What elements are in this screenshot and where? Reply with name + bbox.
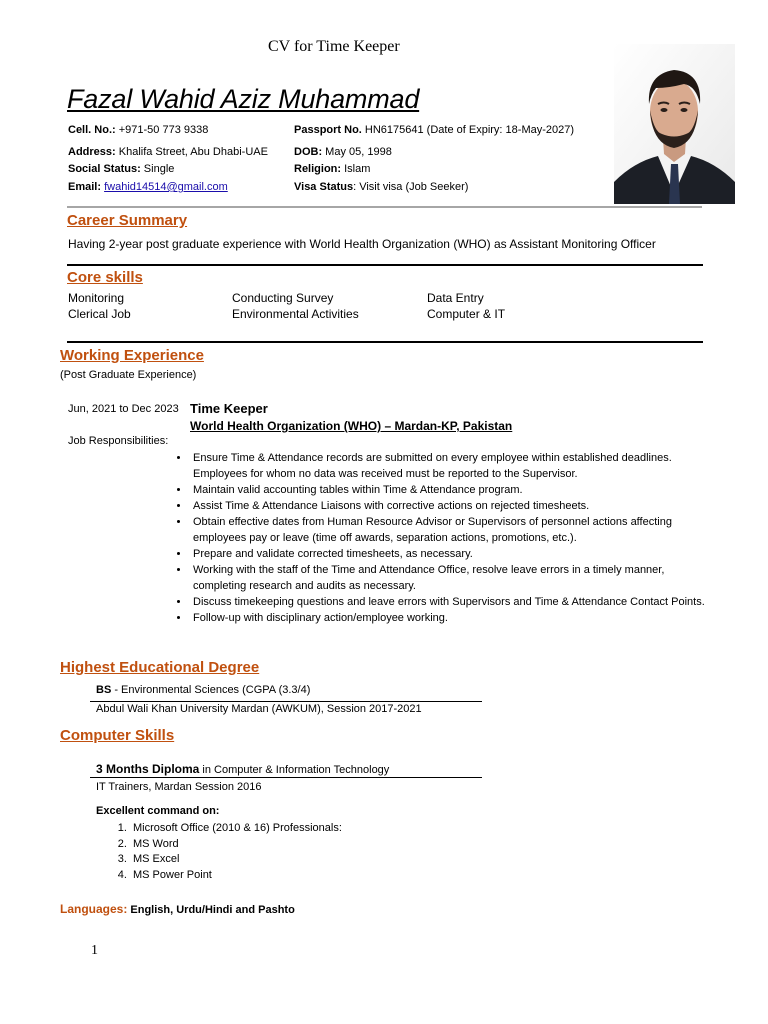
responsibility-item: • Assist Time & Attendance Liaisons with corrective actions on rejected timesheets. bbox=[190, 498, 720, 514]
social-status: Social Status: Single bbox=[68, 163, 175, 175]
person-portrait-icon bbox=[614, 44, 735, 204]
responsibility-item: • Follow-up with disciplinary action/employee working. bbox=[190, 610, 720, 626]
education-heading: Highest Educational Degree bbox=[60, 659, 260, 676]
passport-number: Passport No. HN6175641 (Date of Expiry: 18-May-2027) bbox=[294, 124, 575, 136]
skills-divider bbox=[67, 341, 703, 343]
diploma-divider bbox=[90, 777, 482, 778]
responsibility-item: • Working with the staff of the Time and Attendance Office, resolve leave errors in a timely manner, completing research and audits as necessary. bbox=[190, 562, 720, 594]
software-item: 3. MS Excel bbox=[130, 852, 342, 868]
diploma: 3 Months Diploma in Computer & Information Technology bbox=[96, 762, 390, 776]
software-list bbox=[108, 821, 342, 883]
software-item: 2. MS Word bbox=[130, 837, 342, 853]
visa-status: Visa Status: Visit visa (Job Seeker) bbox=[294, 181, 469, 193]
experience-heading: Working Experience bbox=[60, 347, 204, 364]
email-link[interactable]: fwahid14514@gmail.com bbox=[104, 181, 228, 193]
core-skill-item: Clerical Job bbox=[68, 307, 131, 321]
diploma-institution: IT Trainers, Mardan Session 2016 bbox=[96, 781, 262, 793]
computer-skills-heading: Computer Skills bbox=[60, 727, 175, 744]
header-divider bbox=[67, 206, 702, 208]
responsibilities-list bbox=[172, 450, 720, 626]
address: Address: Khalifa Street, Abu Dhabi-UAE bbox=[68, 146, 268, 158]
page-number: 1 bbox=[91, 943, 98, 958]
core-skills-heading: Core skills bbox=[67, 269, 143, 286]
software-item: 1. Microsoft Office (2010 & 16) Professionals: bbox=[130, 821, 342, 837]
responsibility-item: • Ensure Time & Attendance records are submitted on every employee within established deadlines. Employees for whom no data was received must be reported to the Supervisor. bbox=[190, 450, 720, 482]
software-item: 4. MS Power Point bbox=[130, 868, 342, 884]
responsibility-item: • Prepare and validate corrected timesheets, as necessary. bbox=[190, 546, 720, 562]
languages: Languages: English, Urdu/Hindi and Pashto bbox=[60, 902, 295, 916]
candidate-name: Fazal Wahid Aziz Muhammad bbox=[67, 84, 420, 114]
core-skill-item: Computer & IT bbox=[427, 307, 506, 321]
job-organization: World Health Organization (WHO) – Mardan-KP, Pakistan bbox=[190, 419, 513, 433]
job-dates: Jun, 2021 to Dec 2023 bbox=[68, 403, 179, 415]
responsibility-item: • Discuss timekeeping questions and leave errors with Supervisors and Time & Attendance Contact Points. bbox=[190, 594, 720, 610]
document-title: CV for Time Keeper bbox=[268, 38, 400, 55]
email: Email: fwahid14514@gmail.com bbox=[68, 181, 228, 193]
profile-photo bbox=[614, 44, 735, 204]
core-skill-item: Data Entry bbox=[427, 291, 484, 305]
career-summary-heading: Career Summary bbox=[67, 212, 188, 229]
degree: BS - Environmental Sciences (CGPA (3.3/4) bbox=[96, 684, 311, 696]
core-skill-item: Monitoring bbox=[68, 291, 125, 305]
career-divider bbox=[67, 264, 703, 266]
responsibility-item: • Obtain effective dates from Human Resource Advisor or Supervisors of personnel actions affecting employees pay or leave (time off awards, separation actions, promotions, etc.). bbox=[190, 514, 720, 546]
cell-number: Cell. No.: +971-50 773 9338 bbox=[68, 124, 209, 136]
degree-institution: Abdul Wali Khan University Mardan (AWKUM), Session 2017-2021 bbox=[96, 703, 422, 715]
religion: Religion: Islam bbox=[294, 163, 371, 175]
career-summary-text: Having 2-year post graduate experience with World Health Organization (WHO) as Assistant Monitoring Officer bbox=[68, 237, 656, 251]
job-responsibilities-label: Job Responsibilities: bbox=[68, 435, 169, 447]
responsibility-item: • Maintain valid accounting tables within Time & Attendance program. bbox=[190, 482, 720, 498]
core-skill-item: Conducting Survey bbox=[232, 291, 334, 305]
experience-subheading: (Post Graduate Experience) bbox=[60, 369, 197, 381]
date-of-birth: DOB: May 05, 1998 bbox=[294, 146, 392, 158]
job-title: Time Keeper bbox=[190, 401, 268, 416]
command-label: Excellent command on: bbox=[96, 805, 220, 817]
core-skill-item: Environmental Activities bbox=[232, 307, 359, 321]
degree-divider bbox=[90, 701, 482, 702]
